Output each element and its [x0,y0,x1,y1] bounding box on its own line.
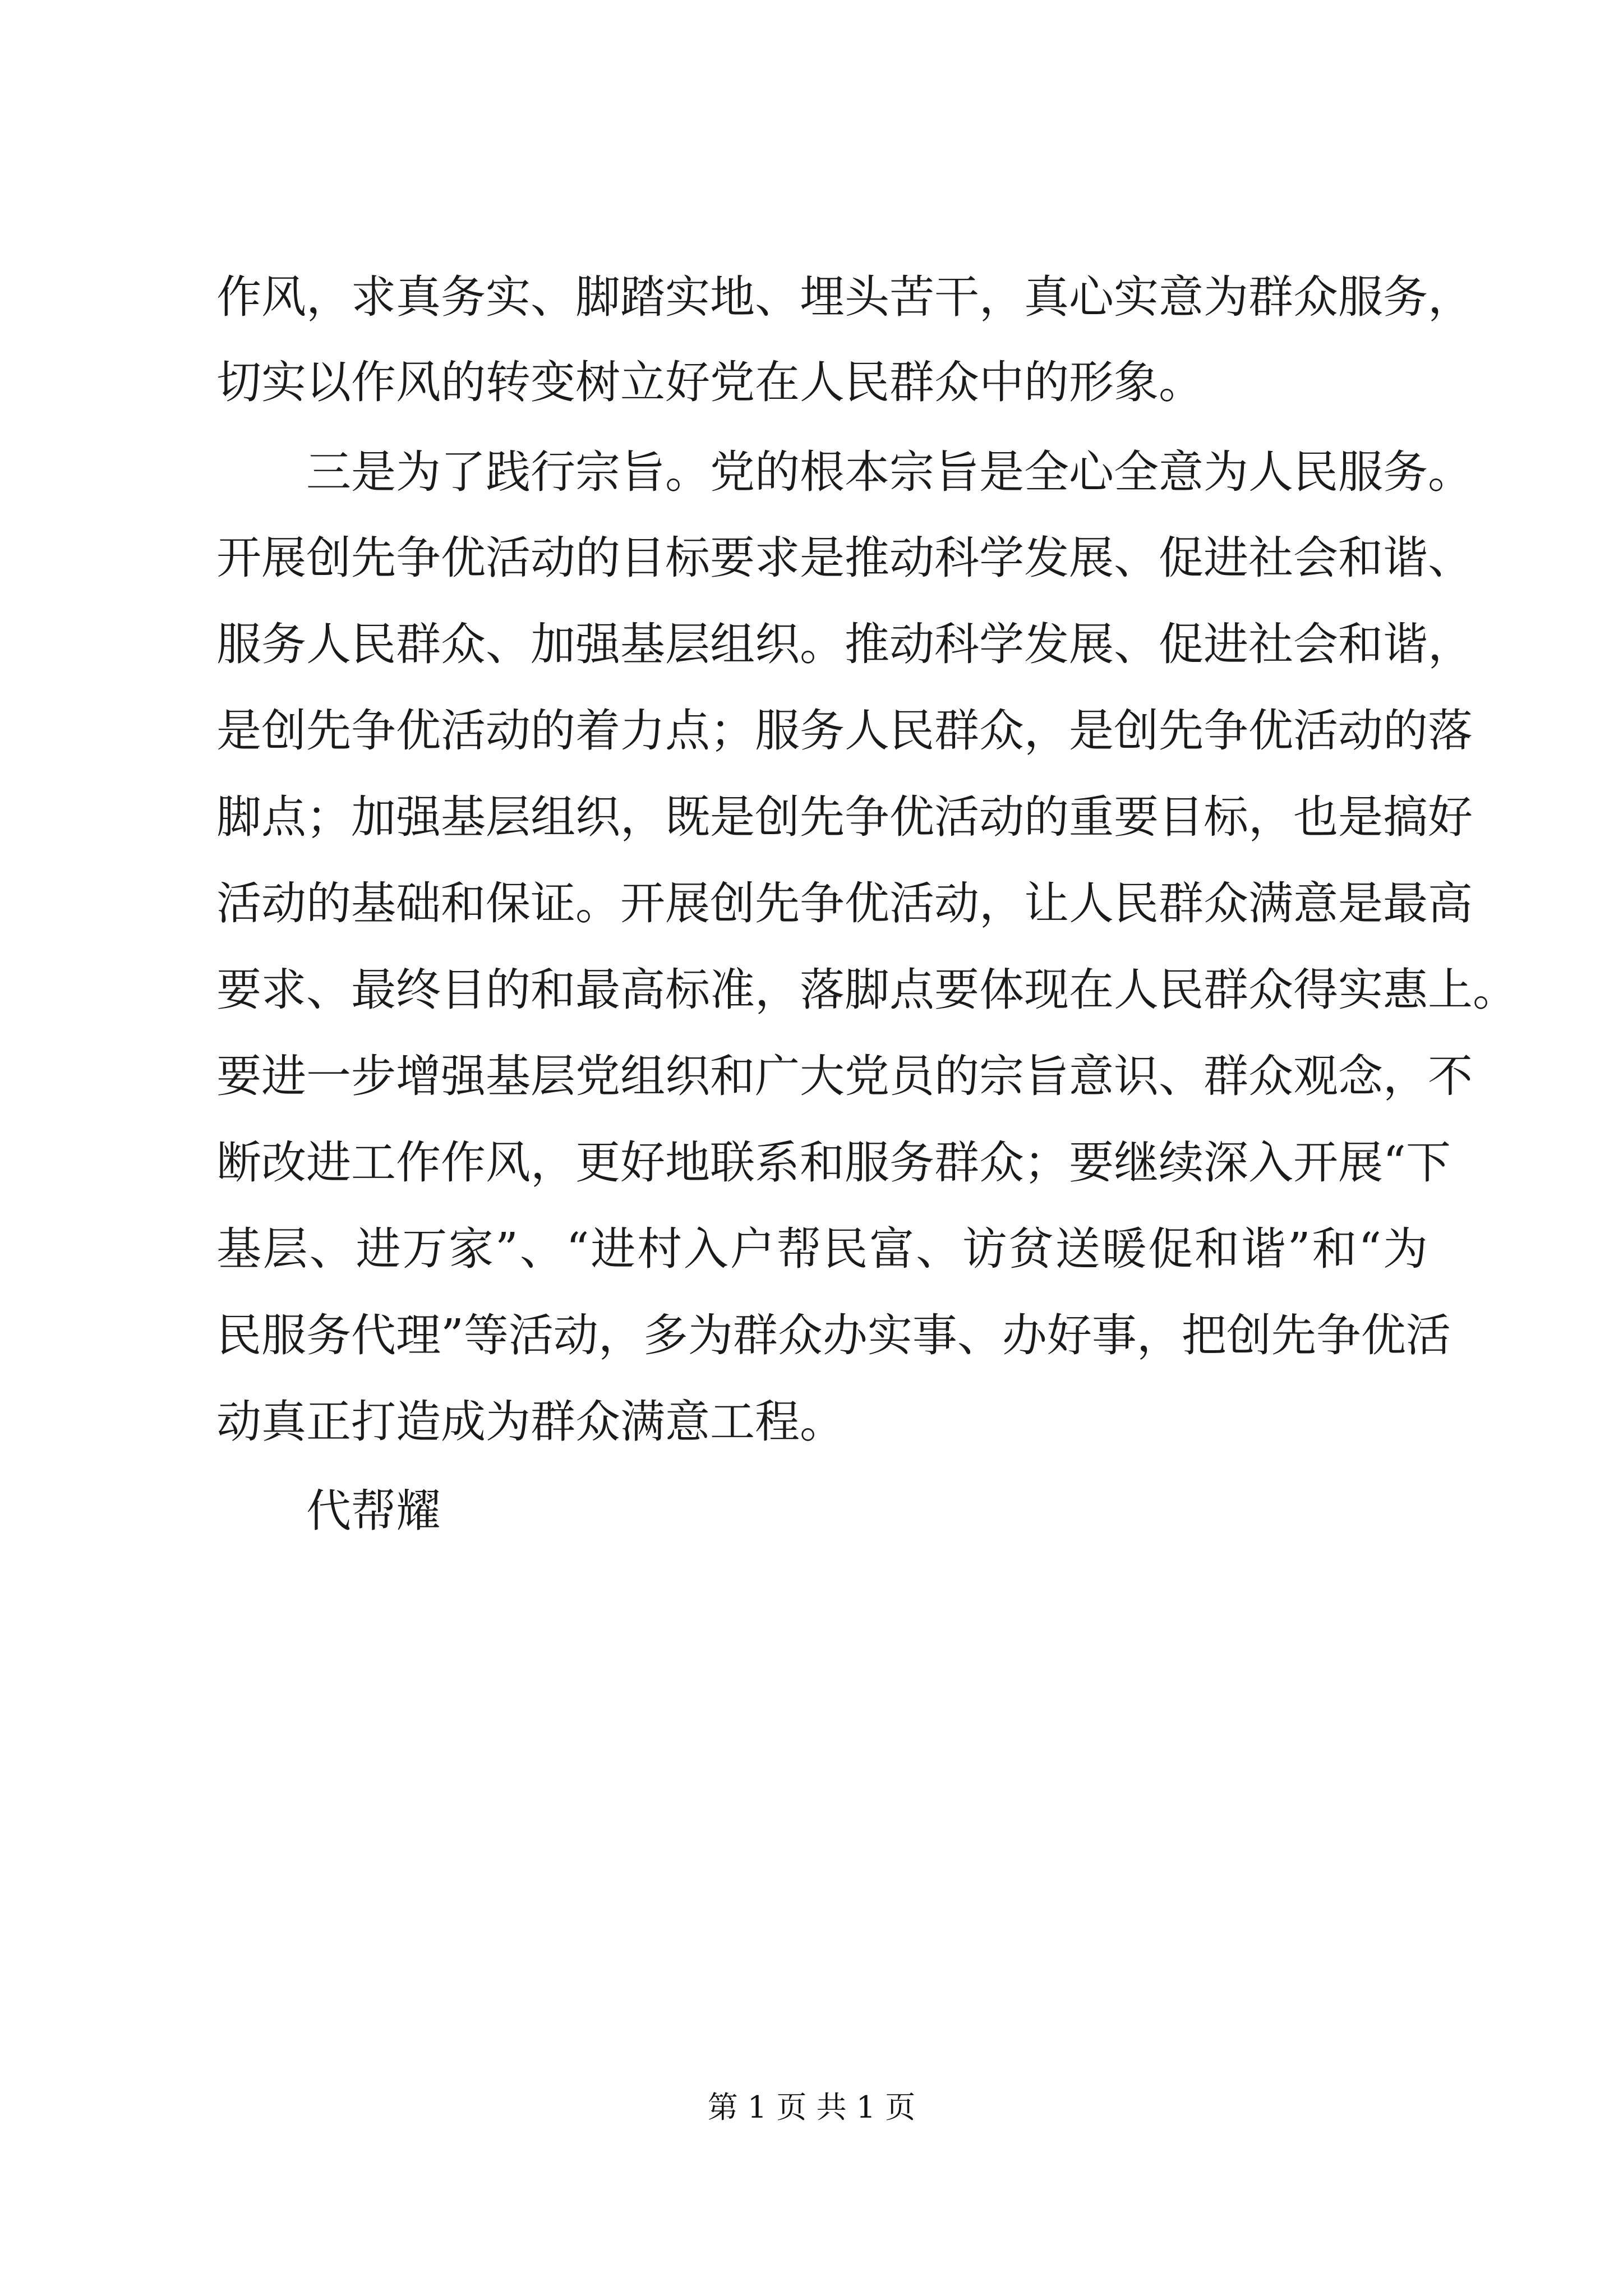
body-line-12: 基层、进万家”、“进村入户帮民富、访贫送暖促和谐”和“为 [216,1223,1428,1275]
author-signature: 代帮耀 [306,1485,441,1537]
body-line-10: 要进一步增强基层党组织和广大党员的宗旨意识、群众观念，不 [216,1050,1473,1102]
body-line-9: 要求、最终目的和最高标准，落脚点要体现在人民群众得实惠上。 [216,964,1518,1016]
body-line-5: 服务人民群众、加强基层组织。推动科学发展、促进社会和谐， [216,618,1473,670]
body-line-14: 动真正打造成为群众满意工程。 [216,1396,845,1448]
body-line-1: 作风，求真务实、脚踏实地、埋头苦干，真心实意为群众服务， [216,271,1473,323]
body-line-13: 民服务代理”等活动，多为群众办实事、办好事，把创先争优活 [216,1309,1451,1361]
body-line-6: 是创先争优活动的着力点；服务人民群众，是创先争优活动的落 [216,705,1473,757]
body-line-7: 脚点；加强基层组织，既是创先争优活动的重要目标，也是搞好 [216,791,1473,843]
body-line-4: 开展创先争优活动的目标要求是推动科学发展、促进社会和谐、 [216,532,1473,584]
page-footer: 第 1 页 共 1 页 [707,2090,916,2125]
body-line-8: 活动的基础和保证。开展创先争优活动，让人民群众满意是最高 [216,877,1473,930]
body-line-11: 断改进工作作风，更好地联系和服务群众；要继续深入开展“下 [216,1137,1451,1189]
body-line-2: 切实以作风的转变树立好党在人民群众中的形象。 [216,356,1204,408]
paragraph-first-line: 三是为了践行宗旨。党的根本宗旨是全心全意为人民服务。 [306,446,1473,498]
